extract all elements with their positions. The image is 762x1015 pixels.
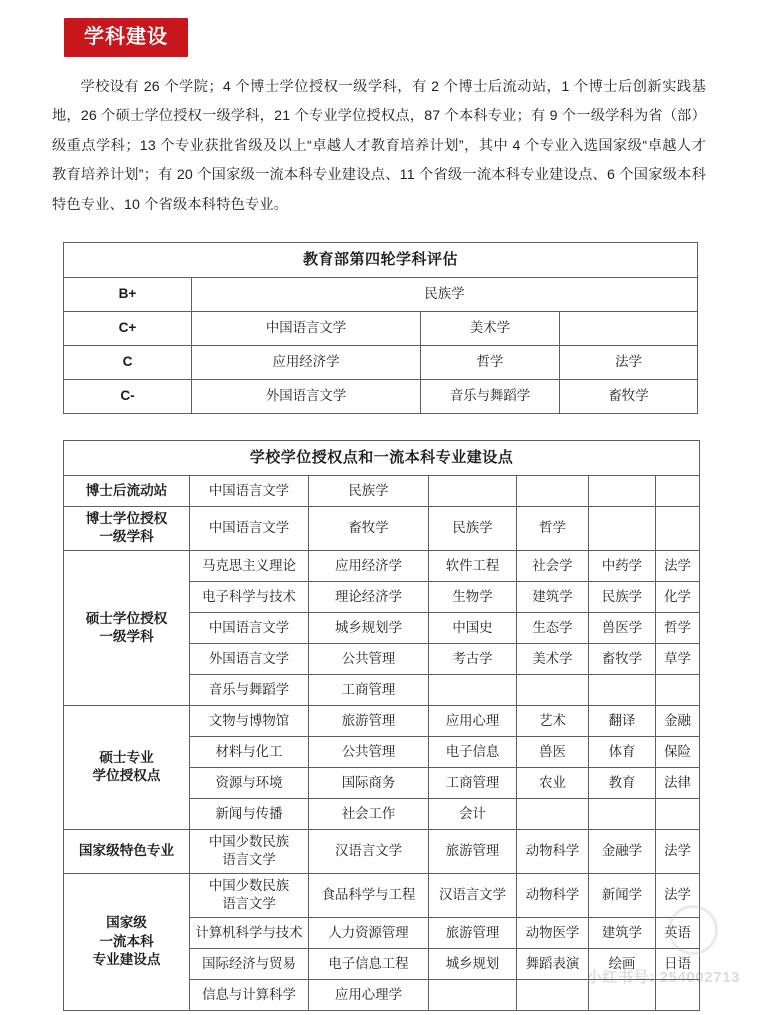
group-label-line2: 一级学科 [99, 628, 154, 644]
program-cell: 法学 [656, 550, 700, 581]
program-cell [429, 475, 517, 506]
program-cell [656, 674, 700, 705]
program-cell: 兽医 [517, 736, 589, 767]
program-cell: 金融学 [589, 829, 656, 873]
program-cell [589, 506, 656, 550]
program-cell [517, 674, 589, 705]
program-cell: 舞蹈表演 [517, 948, 589, 979]
program-cell: 信息与计算科学 [190, 979, 309, 1010]
program-cell: 绘画 [589, 948, 656, 979]
program-cell: 材料与化工 [190, 736, 309, 767]
program-cell: 动物医学 [517, 917, 589, 948]
grade-label: C- [64, 379, 192, 413]
evaluation-table [63, 242, 698, 414]
program-cell: 畜牧学 [309, 506, 429, 550]
program-cell: 汉语言文学 [429, 873, 517, 917]
group-label-line1: 博士学位授权 [85, 511, 168, 527]
group-label-line3: 专业建设点 [92, 952, 161, 968]
table-row [64, 379, 698, 413]
program-cell: 新闻与传播 [190, 798, 309, 829]
program-cell: 旅游管理 [429, 917, 517, 948]
group-label-line1: 国家级 [106, 915, 147, 931]
discipline-cell: 外国语言文学 [192, 379, 421, 413]
program-cell: 音乐与舞蹈学 [190, 674, 309, 705]
program-cell: 城乡规划 [429, 948, 517, 979]
program-cell: 马克思主义理论 [190, 550, 309, 581]
group-label-postdoc-station: 博士后流动站 [64, 475, 190, 506]
program-cell: 中国史 [429, 612, 517, 643]
program-cell: 农业 [517, 767, 589, 798]
program-cell: 建筑学 [517, 581, 589, 612]
program-cell: 应用心理学 [309, 979, 429, 1010]
program-cell-line1: 中国少数民族 [208, 878, 290, 894]
header-badge-row [0, 0, 762, 57]
page-title-badge: 学科建设 [64, 18, 188, 57]
program-cell: 理论经济学 [309, 581, 429, 612]
program-cell [429, 979, 517, 1010]
program-cell: 中国语言文学 [190, 475, 309, 506]
program-cell-line1: 中国少数民族 [208, 834, 290, 850]
program-cell: 工商管理 [429, 767, 517, 798]
table-row [64, 345, 698, 379]
program-cell: 动物科学 [517, 829, 589, 873]
discipline-cell [560, 311, 698, 345]
program-cell: 计算机科学与技术 [190, 917, 309, 948]
program-cell: 工商管理 [309, 674, 429, 705]
program-cell: 公共管理 [309, 736, 429, 767]
program-cell: 艺术 [517, 705, 589, 736]
program-cell: 民族学 [429, 506, 517, 550]
program-cell: 英语 [656, 917, 700, 948]
program-cell: 美术学 [517, 643, 589, 674]
group-label-doctoral-first-level [64, 506, 190, 550]
discipline-cell: 民族学 [192, 277, 698, 311]
program-cell: 社会工作 [309, 798, 429, 829]
discipline-cell: 法学 [560, 345, 698, 379]
programs-table [63, 440, 700, 1011]
program-cell: 公共管理 [309, 643, 429, 674]
program-cell: 生态学 [517, 612, 589, 643]
program-cell: 兽医学 [589, 612, 656, 643]
program-cell: 草学 [656, 643, 700, 674]
program-cell: 资源与环境 [190, 767, 309, 798]
program-cell: 保险 [656, 736, 700, 767]
programs-table-caption: 学校学位授权点和一流本科专业建设点 [64, 440, 700, 475]
program-cell: 日语 [656, 948, 700, 979]
group-label-line1: 硕士学位授权 [85, 610, 168, 626]
program-cell [190, 829, 309, 873]
program-cell: 旅游管理 [309, 705, 429, 736]
program-cell [589, 674, 656, 705]
program-cell: 体育 [589, 736, 656, 767]
program-cell: 人力资源管理 [309, 917, 429, 948]
discipline-cell: 音乐与舞蹈学 [421, 379, 560, 413]
program-cell: 软件工程 [429, 550, 517, 581]
group-label-line2: 一流本科 [99, 933, 154, 949]
program-cell: 汉语言文学 [309, 829, 429, 873]
program-cell: 翻译 [589, 705, 656, 736]
evaluation-table-wrap [0, 242, 762, 414]
program-cell: 旅游管理 [429, 829, 517, 873]
program-cell [589, 979, 656, 1010]
program-cell: 电子信息 [429, 736, 517, 767]
program-cell: 应用心理 [429, 705, 517, 736]
program-cell: 中国语言文学 [190, 506, 309, 550]
program-cell: 外国语言文学 [190, 643, 309, 674]
program-cell: 动物科学 [517, 873, 589, 917]
table-row [64, 550, 700, 581]
program-cell: 畜牧学 [589, 643, 656, 674]
grade-label: C+ [64, 311, 192, 345]
program-cell [656, 979, 700, 1010]
programs-table-wrap [0, 440, 762, 1011]
program-cell: 城乡规划学 [309, 612, 429, 643]
table-caption-row [64, 242, 698, 277]
evaluation-table-caption: 教育部第四轮学科评估 [64, 242, 698, 277]
group-label-master-first-level [64, 550, 190, 705]
table-row [64, 705, 700, 736]
program-cell: 哲学 [517, 506, 589, 550]
program-cell [517, 475, 589, 506]
discipline-cell: 中国语言文学 [192, 311, 421, 345]
program-cell: 会计 [429, 798, 517, 829]
program-cell: 金融 [656, 705, 700, 736]
program-cell [656, 475, 700, 506]
program-cell: 国际商务 [309, 767, 429, 798]
program-cell [429, 674, 517, 705]
table-row [64, 475, 700, 506]
group-label-master-professional [64, 705, 190, 829]
program-cell [517, 979, 589, 1010]
discipline-cell: 畜牧学 [560, 379, 698, 413]
program-cell: 社会学 [517, 550, 589, 581]
program-cell: 法学 [656, 873, 700, 917]
program-cell [656, 798, 700, 829]
intro-paragraph: 学校设有 26 个学院；4 个博士学位授权一级学科，有 2 个博士后流动站，1 个博士后创新实践基地，26 个硕士学位授权一级学科，21 个专业学位授权点，87 个本科专业；有 9 个一级学科为省（部）级重点学科；13 个专业获批省级及以上“卓越人才教育培养计划”，其中 4 个专业入选国家级“卓越人才教育培养计划”；有 20 个国家级一流本科专业建设点、11 个省级一流本科专业建设点、6 个国家级本科特色专业、10 个省级本科特色专业。 [52, 79, 706, 213]
program-cell: 文物与博物馆 [190, 705, 309, 736]
group-label-line2: 学位授权点 [92, 768, 161, 784]
program-cell: 食品科学与工程 [309, 873, 429, 917]
discipline-cell: 美术学 [421, 311, 560, 345]
program-cell: 民族学 [589, 581, 656, 612]
program-cell: 新闻学 [589, 873, 656, 917]
program-cell: 法学 [656, 829, 700, 873]
program-cell [589, 798, 656, 829]
program-cell [656, 506, 700, 550]
group-label-line2: 一级学科 [99, 529, 154, 545]
program-cell: 化学 [656, 581, 700, 612]
watermark-text: 小红书号: 254002713 [586, 969, 740, 986]
discipline-cell: 应用经济学 [192, 345, 421, 379]
program-cell: 应用经济学 [309, 550, 429, 581]
program-cell: 法律 [656, 767, 700, 798]
discipline-cell: 哲学 [421, 345, 560, 379]
table-row [64, 506, 700, 550]
program-cell: 考古学 [429, 643, 517, 674]
program-cell: 生物学 [429, 581, 517, 612]
program-cell: 教育 [589, 767, 656, 798]
table-caption-row [64, 440, 700, 475]
program-cell: 建筑学 [589, 917, 656, 948]
program-cell-line2: 语言文学 [222, 852, 276, 868]
program-cell: 电子信息工程 [309, 948, 429, 979]
table-row [64, 873, 700, 917]
program-cell: 中药学 [589, 550, 656, 581]
group-label-national-first-class [64, 873, 190, 1010]
program-cell [517, 798, 589, 829]
program-cell: 哲学 [656, 612, 700, 643]
table-row [64, 277, 698, 311]
program-cell: 中国语言文学 [190, 612, 309, 643]
program-cell-line2: 语言文学 [222, 896, 276, 912]
grade-label: B+ [64, 277, 192, 311]
program-cell: 国际经济与贸易 [190, 948, 309, 979]
table-row [64, 311, 698, 345]
program-cell [589, 475, 656, 506]
program-cell: 电子科学与技术 [190, 581, 309, 612]
grade-label: C [64, 345, 192, 379]
program-cell [190, 873, 309, 917]
program-cell: 民族学 [309, 475, 429, 506]
group-label-line1: 硕士专业 [99, 750, 154, 766]
group-label-national-featured: 国家级特色专业 [64, 829, 190, 873]
table-row [64, 829, 700, 873]
